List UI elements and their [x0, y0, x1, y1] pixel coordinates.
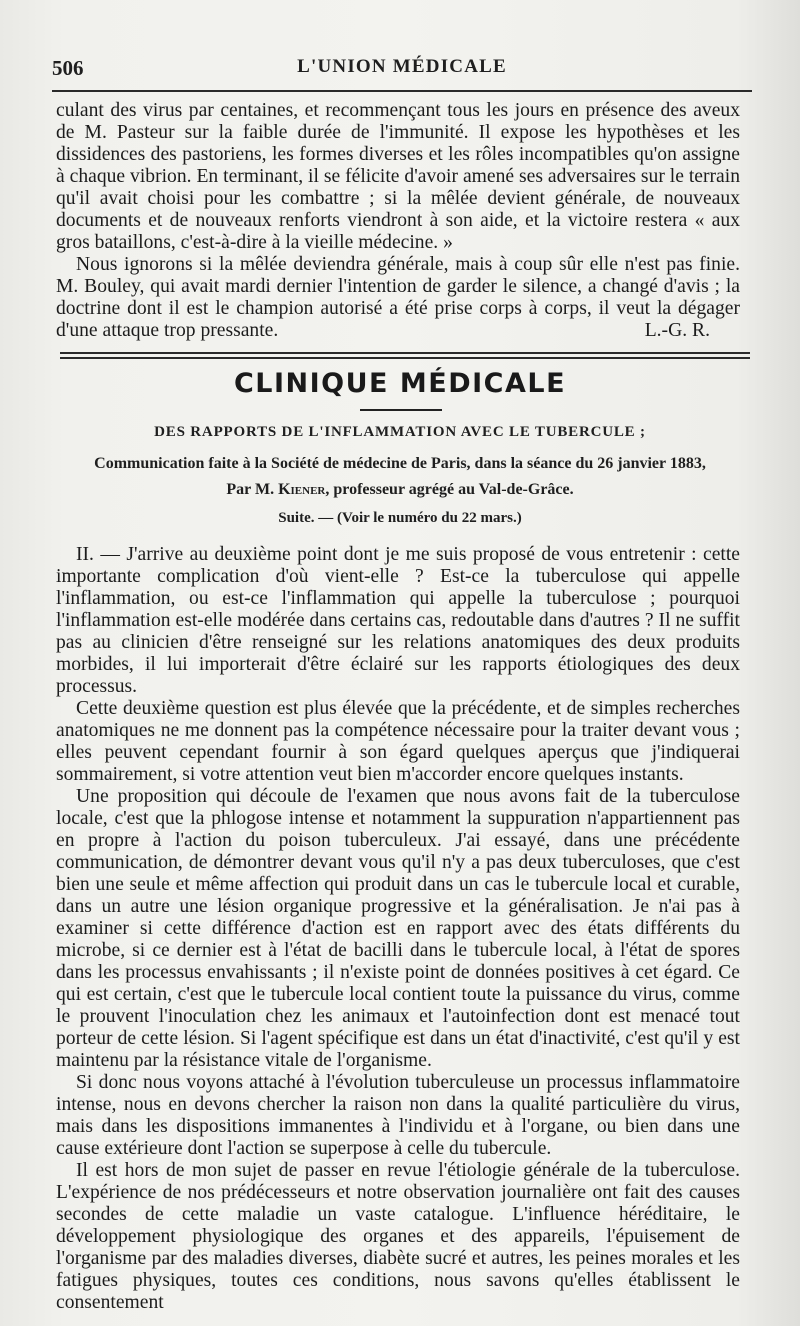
intro-text [56, 100, 740, 342]
suite-line: Suite. — (Voir le numéro du 22 mars.) [278, 510, 522, 526]
page-header [52, 56, 752, 86]
page-number: 506 [52, 56, 84, 80]
header-rule [52, 90, 752, 92]
body-paragraph: Une proposition qui découle de l'examen que nous avons fait de la tuberculose locale, c'est que la phlogose intense et notamment la suppuration n'appartiennent pas en propre à l'action du poison tuberculeux. J'ai essayé, dans une précédente communication, de démontrer devant vous qu'il n'y a pas deux tuberculoses, que c'est bien une seule et même affection qui produit dans un cas le tubercule local et curable, dans un autre une lésion organique progressive et la généralisation. Je n'ai pas à examiner si cette différence d'action est en rapport avec des états différents du microbe, si ce dernier est à l'état de bacilli dans le tubercule local, à l'état de spores dans les processus envahissants ; il n'existe point de données positives à cet égard. Ce qui est certain, c'est que le tubercule local contient toute la puissance du virus, comme le prouvent l'inoculation chez les animaux et l'autoinfection dont est menacé tout porteur de cette lésion. Si l'agent spécifique est dans un état d'inactivité, c'est qu'il y est maintenu par la résistance vitale de l'organisme. [56, 786, 740, 1071]
intro-paragraph: culant des virus par centaines, et recommençant tous les jours en présence des aveux de M. Pasteur sur la faible durée de l'immunité. Il expose les hypothèses et les dissidences des pastoriens, les formes diverses et les rôles incompatibles qu'on assigne à chaque vibrion. En terminant, il se félicite d'avoir amené ses adversaires sur le terrain qu'il avait choisi pour les combattre ; si la mêlée devient générale, de nouveaux documents et de nouveaux renforts viendront à son aide, et la victoire restera « aux gros bataillons, c'est-à-dire à la vieille médecine. » [56, 100, 740, 253]
author-line: Par M. Kiener, professeur agrégé au Val-de-Grâce. [226, 481, 574, 498]
body-paragraph: II. — J'arrive au deuxième point dont je me suis proposé de vous entretenir : cette importante complication d'où vient-elle ? Est-ce la tuberculose qui appelle l'inflammation, ou est-ce l'inflammation qui appelle la tuberculose ; pourquoi l'inflammation est-elle modérée dans certains cas, redoutable dans d'autres ? Il ne suffit pas au clinicien d'être renseigné sur les relations anatomiques des deux produits morbides, il lui importerait d'être éclairé sur les rapports étiologiques des deux processus. [56, 544, 740, 697]
body-paragraph: Il est hors de mon sujet de passer en revue l'étiologie générale de la tuberculose. L'expérience de nos prédécesseurs et notre observation journalière ont fait des causes secondes de cette maladie un vaste catalogue. L'influence héréditaire, le développement physiologique des organes et des appareils, l'épuisement de l'organisme par des maladies diverses, diabète sucré et autres, les peines morales et les fatigues physiques, toutes ces conditions, nous savons qu'elles établissent le consentement [56, 1160, 740, 1313]
article-title: DES RAPPORTS DE L'INFLAMMATION AVEC LE TUBERCULE ; [154, 424, 646, 440]
title-underline [360, 409, 442, 411]
body-paragraph: Cette deuxième question est plus élevée que la précédente, et de simples recherches anatomiques ne me donnent pas la compétence nécessaire pour la traiter devant vous ; elles peuvent cependant fournir à son égard quelques aperçus que j'indiquerai sommairement, si votre attention veut bien m'accorder encore quelques instants. [56, 698, 740, 785]
author-name: Kiener [278, 481, 326, 498]
communication-line: Communication faite à la Société de médecine de Paris, dans la séance du 26 janvier 1883, [94, 455, 706, 472]
section-title: CLINIQUE MÉDICALE [233, 368, 567, 399]
signature: L.-G. R. [644, 320, 710, 341]
intro-paragraph: Nous ignorons si la mêlée deviendra générale, mais à coup sûr elle n'est pas finie. M. Bouley, qui avait mardi dernier l'intention de garder le silence, a changé d'avis ; la doctrine dont il est le champion autorisé a été prise corps à corps, il veut la dégager d'une attaque trop pressante. L.-G. R. [56, 254, 740, 341]
section-divider-bottom [60, 357, 750, 359]
article-body [56, 544, 740, 1314]
section-divider-top [60, 352, 750, 354]
body-paragraph: Si donc nous voyons attaché à l'évolution tuberculeuse un processus inflammatoire intense, nous en devons chercher la raison non dans la qualité particulière du virus, mais dans les dispositions immanentes à l'individu et à l'organe, ou bien dans une cause extérieure dont l'action se superpose à celle du tubercule. [56, 1072, 740, 1159]
running-head: L'UNION MÉDICALE [297, 56, 507, 77]
